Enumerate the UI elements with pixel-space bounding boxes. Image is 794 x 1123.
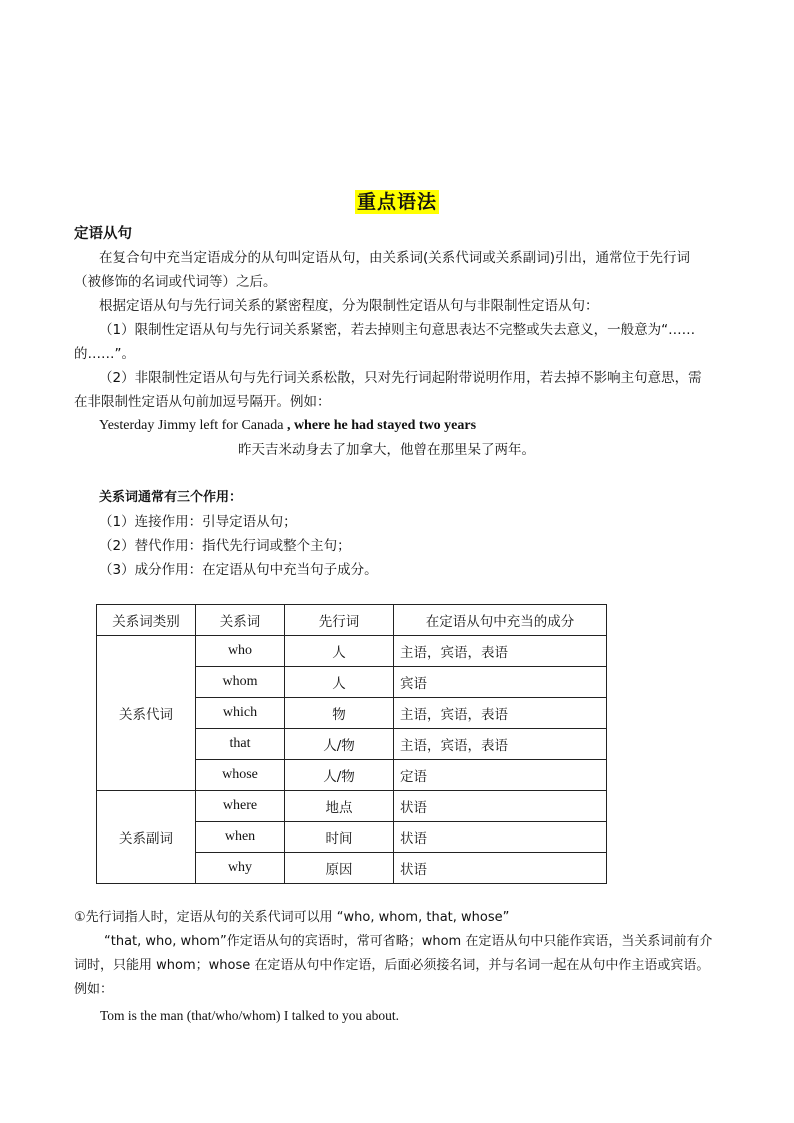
- role-cell: 主语，宾语，表语: [394, 729, 607, 760]
- function-item-1: （1）连接作用：引导定语从句；: [99, 514, 297, 530]
- word-cell: which: [196, 698, 285, 729]
- antecedent-cell: 人: [285, 667, 394, 698]
- functions-heading: 关系词通常有三个作用：: [99, 490, 243, 505]
- intro-line-6: （2）非限制性定语从句与先行词关系松散，只对先行词起附带说明作用，若去掉不影响主句意思，需: [99, 370, 702, 386]
- category-cell: 关系副词: [97, 791, 196, 884]
- antecedent-cell: 时间: [285, 822, 394, 853]
- intro-line-4: （1）限制性定语从句与先行词关系紧密，若去掉则主句意思表达不完整或失去意义，一般意为“……: [99, 322, 696, 338]
- intro-line-2: （被修饰的名词或代词等）之后。: [74, 274, 277, 290]
- intro-line-5: 的……”。: [74, 346, 135, 362]
- role-cell: 状语: [394, 791, 607, 822]
- role-cell: 主语，宾语，表语: [394, 636, 607, 667]
- example-en-plain: Yesterday Jimmy left for Canada: [99, 418, 287, 433]
- word-cell: where: [196, 791, 285, 822]
- header-word: 关系词: [196, 605, 285, 636]
- role-cell: 定语: [394, 760, 607, 791]
- antecedent-cell: 地点: [285, 791, 394, 822]
- word-cell: why: [196, 853, 285, 884]
- antecedent-cell: 原因: [285, 853, 394, 884]
- header-role: 在定语从句中充当的成分: [394, 605, 607, 636]
- note-line-1: ①先行词指人时，定语从句的关系代词可以用 “who, whom, that, whose”: [74, 910, 510, 925]
- note-example-en: Tom is the man (that/who/whom) I talked to you about.: [100, 1008, 400, 1023]
- header-antecedent: 先行词: [285, 605, 394, 636]
- role-cell: 状语: [394, 853, 607, 884]
- role-cell: 主语，宾语，表语: [394, 698, 607, 729]
- role-cell: 宾语: [394, 667, 607, 698]
- intro-line-3: 根据定语从句与先行词关系的紧密程度，分为限制性定语从句与非限制性定语从句：: [99, 298, 599, 314]
- table-row: [97, 636, 607, 667]
- antecedent-cell: 人/物: [285, 760, 394, 791]
- word-cell: whose: [196, 760, 285, 791]
- word-cell: that: [196, 729, 285, 760]
- word-cell: who: [196, 636, 285, 667]
- example-sentence-en: [99, 414, 476, 438]
- note-line-3: 词时，只能用 whom；whose 在定语从句中作定语，后面必须接名词，并与名词一起在从句中作主语或宾语。: [74, 958, 710, 973]
- intro-line-1: 在复合句中充当定语成分的从句叫定语从句，由关系词(关系代词或关系副词)引出，通常位于先行词: [99, 250, 691, 266]
- table-row: [97, 791, 607, 822]
- category-cell: 关系代词: [97, 636, 196, 791]
- note-line-4: 例如：: [74, 982, 114, 997]
- intro-line-7: 在非限制性定语从句前加逗号隔开。例如：: [74, 394, 331, 410]
- section-heading: 定语从句: [74, 226, 132, 242]
- role-cell: 状语: [394, 822, 607, 853]
- word-cell: when: [196, 822, 285, 853]
- function-item-2: （2）替代作用：指代先行词或整个主句；: [99, 538, 351, 554]
- example-en-bold: , where he had stayed two years: [286, 418, 477, 433]
- antecedent-cell: 人: [285, 636, 394, 667]
- table-header-row: [97, 605, 607, 636]
- word-cell: whom: [196, 667, 285, 698]
- page-title: 重点语法: [356, 191, 437, 213]
- example-translation-zh: 昨天吉米动身去了加拿大，他曾在那里呆了两年。: [238, 442, 535, 458]
- function-item-3: （3）成分作用：在定语从句中充当句子成分。: [99, 562, 378, 578]
- relative-words-table: [96, 604, 607, 884]
- antecedent-cell: 人/物: [285, 729, 394, 760]
- header-category: 关系词类别: [97, 605, 196, 636]
- antecedent-cell: 物: [285, 698, 394, 729]
- note-line-2: “that, who, whom”作定语从句的宾语时，常可省略；whom 在定语从句中只能作宾语，当关系词前有介: [104, 934, 713, 949]
